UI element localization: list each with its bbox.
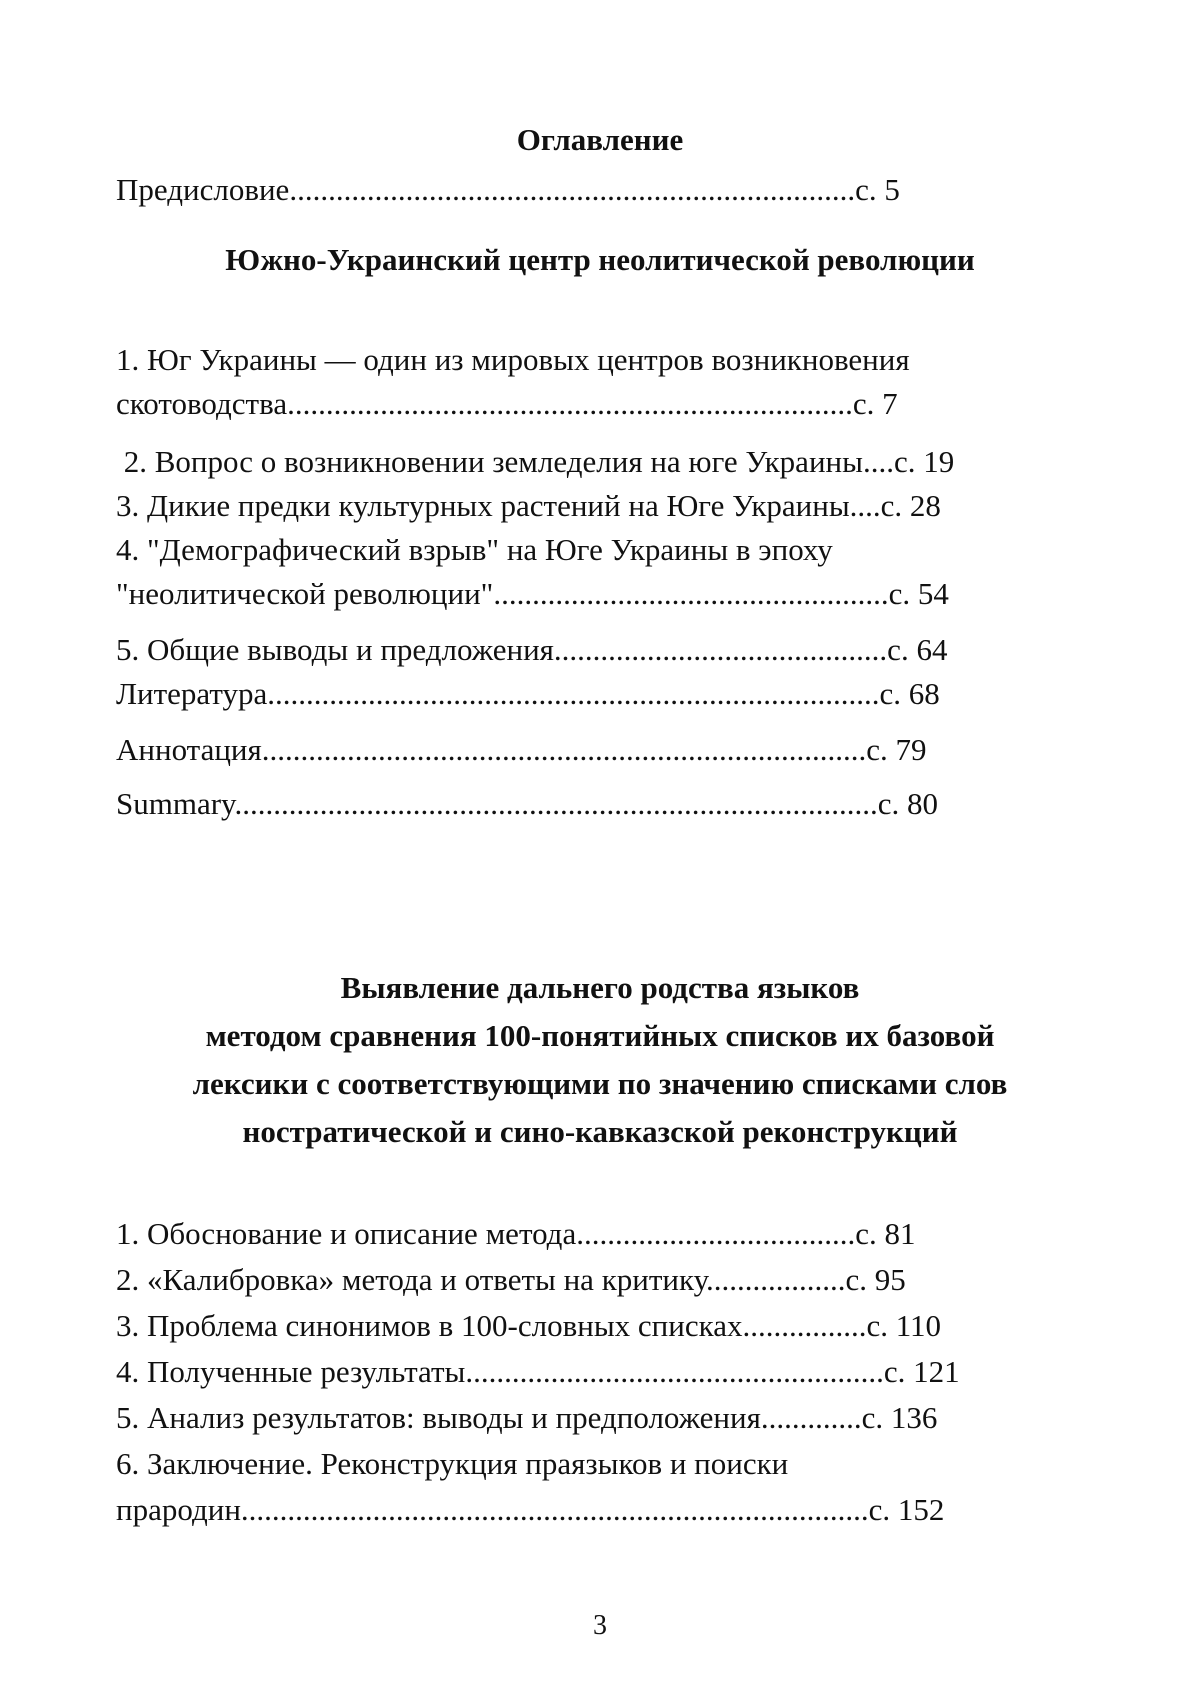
toc-entry-line: 4. Полученные результаты......................................................с. 121 xyxy=(116,1354,960,1389)
toc-entry-line: 1. Юг Украины — один из мировых центров возникновения xyxy=(116,342,910,377)
toc-entry-line: 2. Вопрос о возникновении земледелия на юге Украины....с. 19 xyxy=(116,444,955,479)
part2-heading-line: лексики с соответствующими по значению списками слов xyxy=(192,1066,1008,1101)
toc-entry-line: Summary...................................................................................с. 80 xyxy=(116,786,939,821)
toc-entry-line: "неолитической революции"...................................................с. 54 xyxy=(116,576,949,611)
toc-entry-line: 3. Проблема синонимов в 100-словных списках................с. 110 xyxy=(116,1308,942,1343)
toc-entry-line: прародин.................................................................................с. 152 xyxy=(116,1492,945,1527)
toc-title: Оглавление xyxy=(516,122,684,157)
part2-heading-line: методом сравнения 100-понятийных списков их базовой xyxy=(205,1018,995,1053)
toc-entry-line: Аннотация..............................................................................с. 79 xyxy=(116,732,927,767)
toc-entry-line: 3. Дикие предки культурных растений на Юге Украины....с. 28 xyxy=(116,488,941,523)
toc-entry-preface: Предисловие.........................................................................с. 5 xyxy=(116,172,900,207)
toc-entry-line: 5. Общие выводы и предложения...........................................с. 64 xyxy=(116,632,948,667)
toc-entry-line: скотоводства.........................................................................с. 7 xyxy=(116,386,898,421)
page-number: 3 xyxy=(593,1610,607,1641)
toc-entry-line: 1. Обоснование и описание метода....................................с. 81 xyxy=(116,1216,916,1251)
part2-heading-line: Выявление дальнего родства языков xyxy=(340,970,860,1005)
toc-entry-line: 4. "Демографический взрыв" на Юге Украины в эпоху xyxy=(116,532,833,567)
part1-heading: Южно-Украинский центр неолитической революции xyxy=(225,242,975,277)
toc-entry-line: 6. Заключение. Реконструкция праязыков и поиски xyxy=(116,1446,789,1481)
toc-entry-line: Литература...............................................................................с. 68 xyxy=(116,676,940,711)
toc-entry-line: 5. Анализ результатов: выводы и предположения.............с. 136 xyxy=(116,1400,938,1435)
part2-heading-line: ностратической и сино-кавказской реконструкций xyxy=(242,1114,958,1149)
toc-entry-line: 2. «Калибровка» метода и ответы на критику..................с. 95 xyxy=(116,1262,906,1297)
